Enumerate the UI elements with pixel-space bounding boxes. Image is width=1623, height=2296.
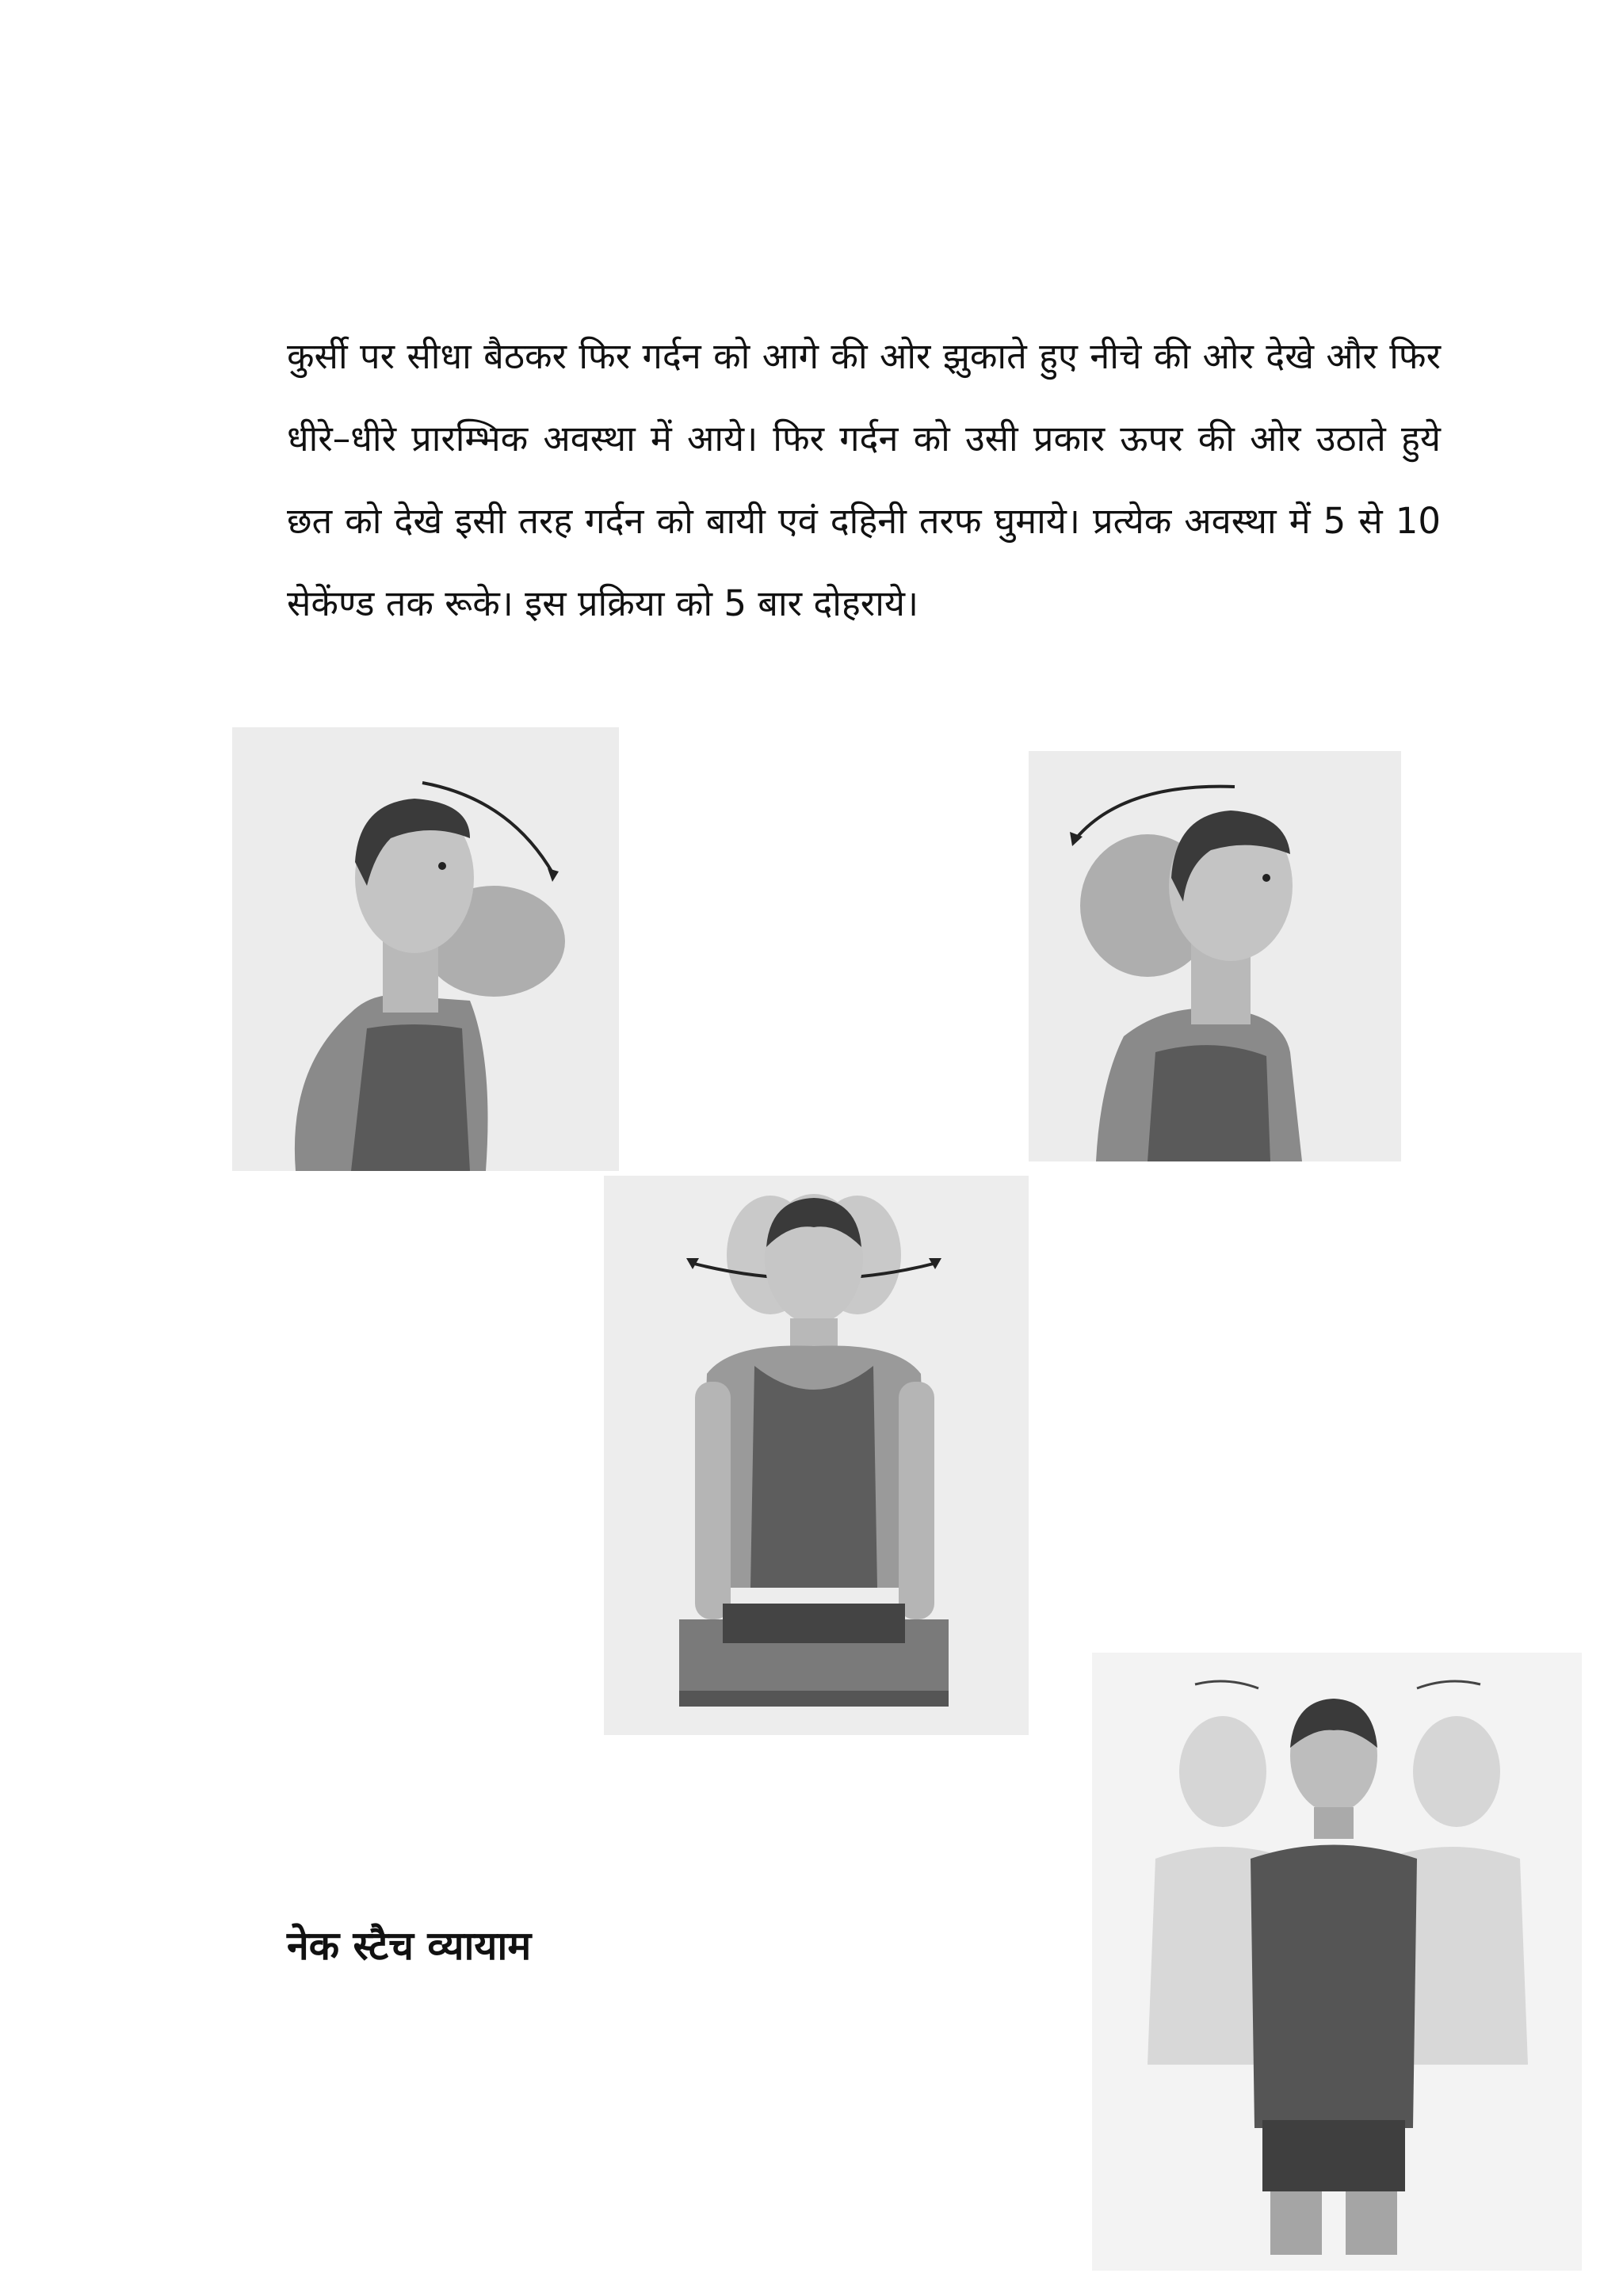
neck-rotation-illustration [604, 1176, 1029, 1735]
exercise-caption: नेक स्टैच व्यायाम [287, 1923, 532, 1969]
neck-backward-bend-illustration [1029, 751, 1401, 1161]
neck-forward-bend-illustration [232, 727, 619, 1171]
neck-side-tilt-illustration [1092, 1653, 1582, 2271]
instruction-paragraph: कुर्सी पर सीधा बैठकर फिर गर्दन को आगे की ओर झुकाते हुए नीचे की ओर देखे और फिर धीरे–धीरे प्रारम्भिक अवस्था में आये। फिर गर्दन को उसी प्रकार ऊपर की ओर उठाते हुये छत को देखे इसी तरह गर्दन को बायी एवं दहिनी तरफ घुमाये। प्रत्येक अवस्था में 5 से 10 सेकेंण्ड तक रूके। इस प्रक्रिया को 5 बार दोहराये। [287, 335, 1441, 624]
